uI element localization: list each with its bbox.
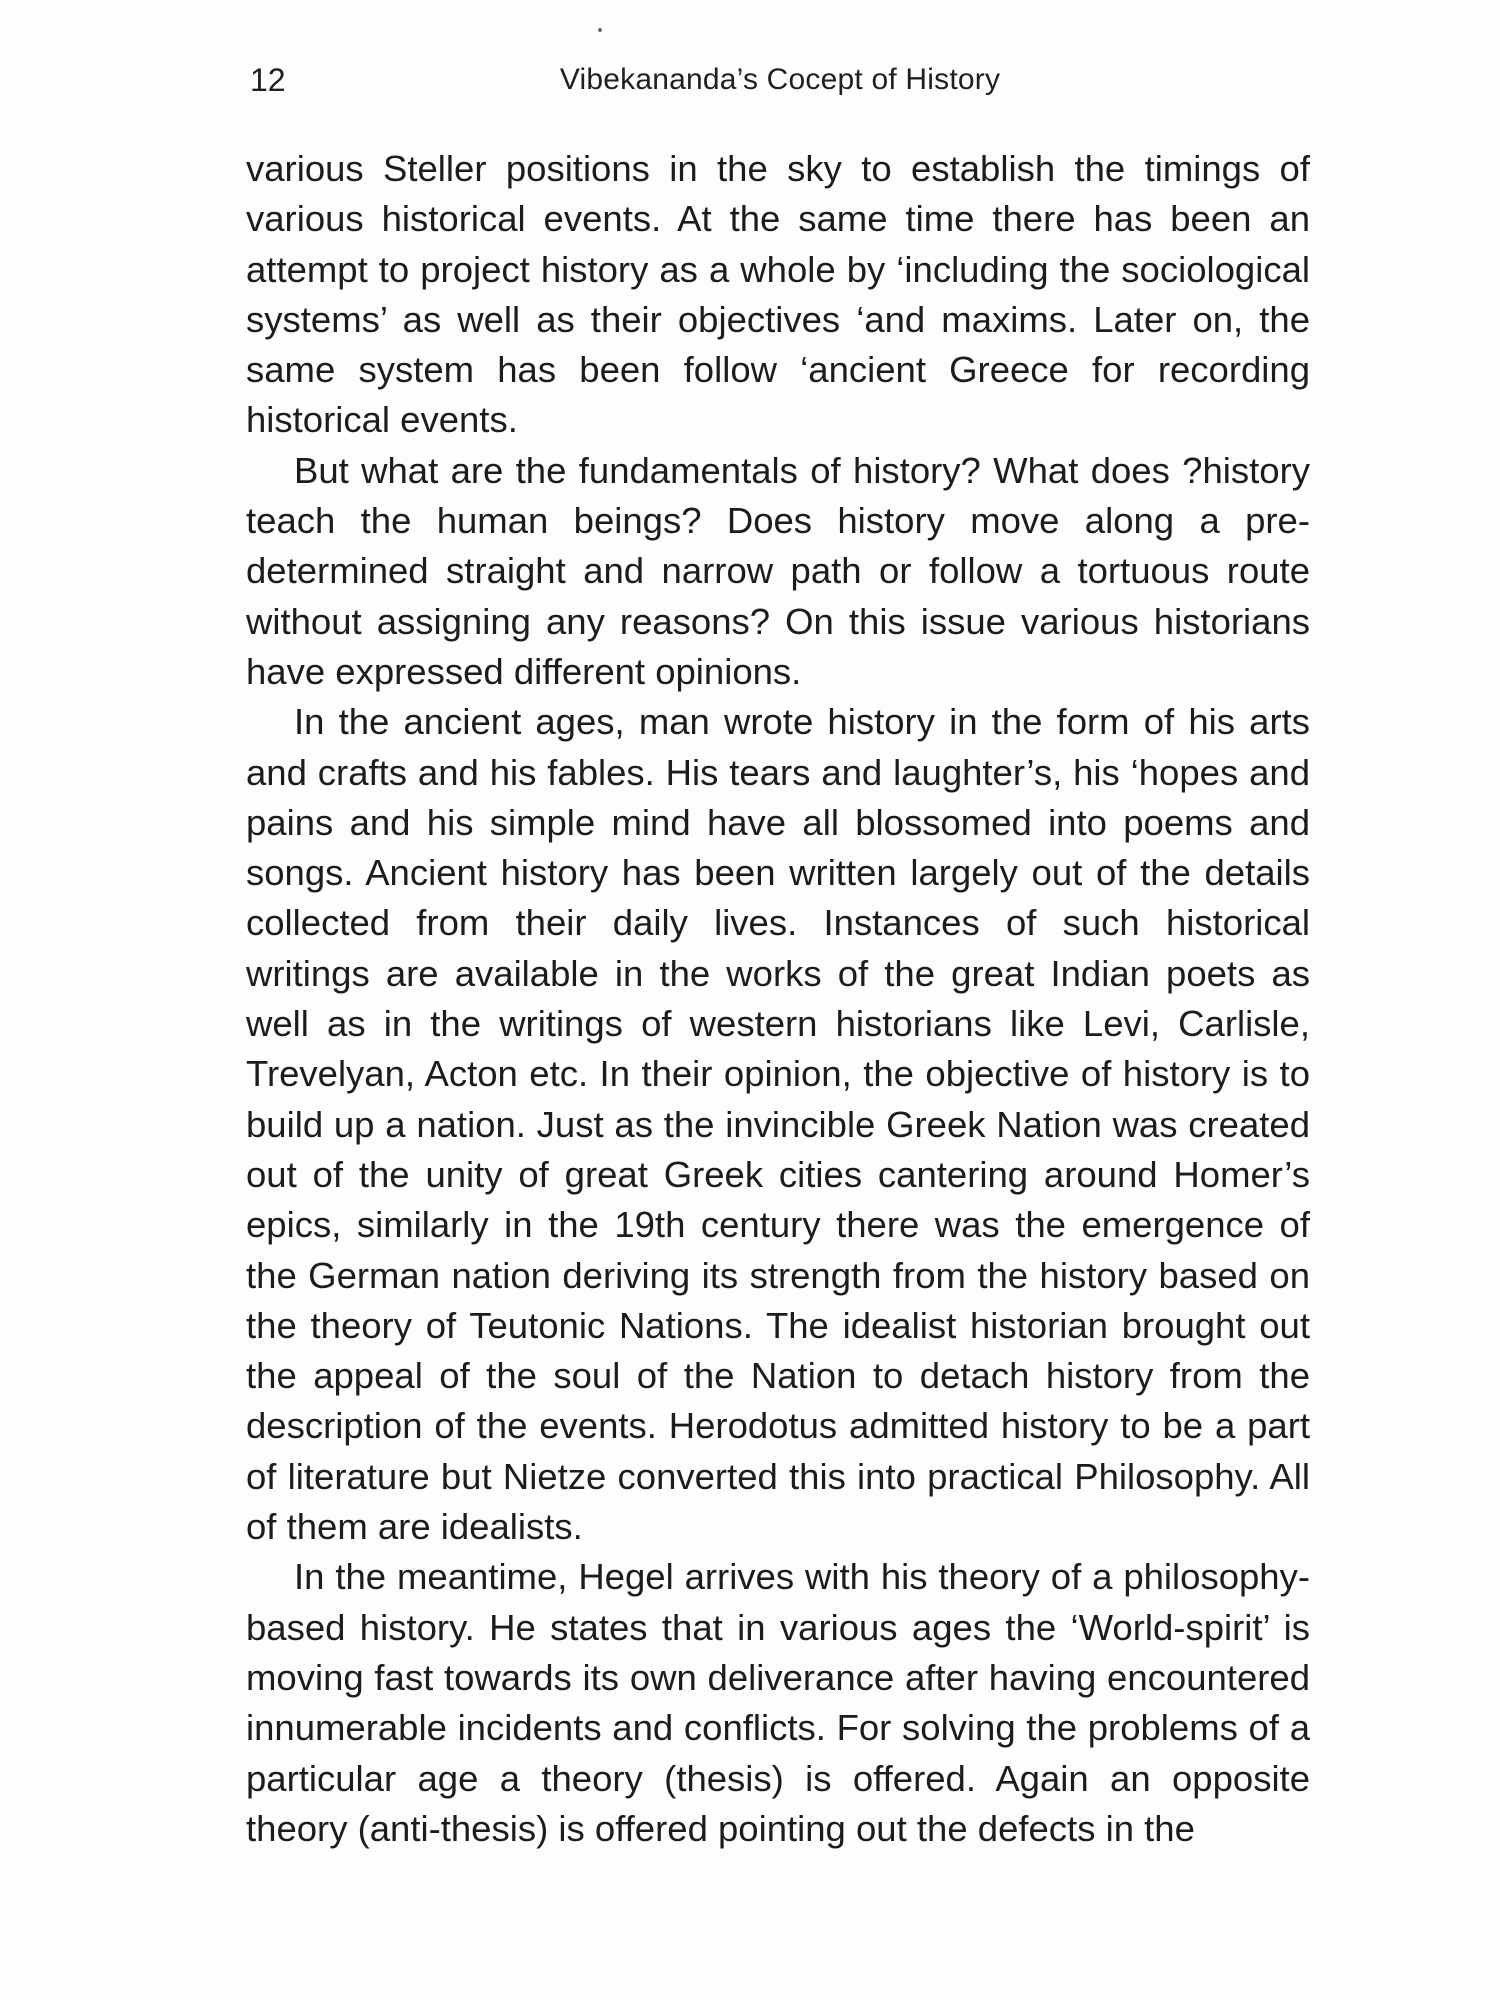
- page-number: 12: [250, 62, 286, 98]
- body-text: [246, 144, 1310, 1854]
- running-head: [250, 58, 1310, 102]
- paragraph-hegel: In the meantime, Hegel arrives with his theory of a philosophy-based history. He states that in various ages the ‘World-spirit’ is moving fast towards its own deliverance after having encountered innumerable incidents and conflicts. For solving the problems of a particular age a theory (thesis) is offered. Again an opposite theory (anti-thesis) is offered pointing out the defects in the: [246, 1556, 1310, 1849]
- paragraph-continued: various Steller positions in the sky to establish the timings of various historical events. At the same time there has been an attempt to project history as a whole by ‘including the sociological systems’ as well as their objectives ‘and maxims. Later on, the same system has been follow ‘ancient Greece for recording historical events.: [246, 148, 1310, 441]
- paragraph-fundamentals: But what are the fundamentals of history? What does ?history teach the human beings? Does history move along a pre-determined straight and narrow path or follow a tortuous route without assigning any reasons? On this issue various historians have expressed different opinions.: [246, 449, 1310, 692]
- paragraph-ancient-ages: In the ancient ages, man wrote history in the form of his arts and crafts and his fables. His tears and laughter’s, his ‘hopes and pains and his simple mind have all blossomed into poems and songs. Ancient history has been written largely out of the details collected from their daily lives. Instances of such historical writings are available in the works of the great Indian poets as well as in the writings of western historians like Levi, Carlisle, Trevelyan, Acton etc. In their opinion, the objective of history is to build up a nation. Just as the invincible Greek Nation was created out of the unity of great Greek cities cantering around Homer’s epics, similarly in the 19th century there was the emergence of the German nation deriving its strength from the history based on the theory of Teutonic Nations. The idealist historian brought out the appeal of the soul of the Nation to detach history from the description of the events. Herodotus admitted history to be a part of literature but Nietze converted this into practical Philosophy. All of them are idealists.: [246, 701, 1310, 1548]
- running-title: Vibekananda’s Cocept of History: [559, 63, 1001, 96]
- print-speck: [598, 28, 602, 32]
